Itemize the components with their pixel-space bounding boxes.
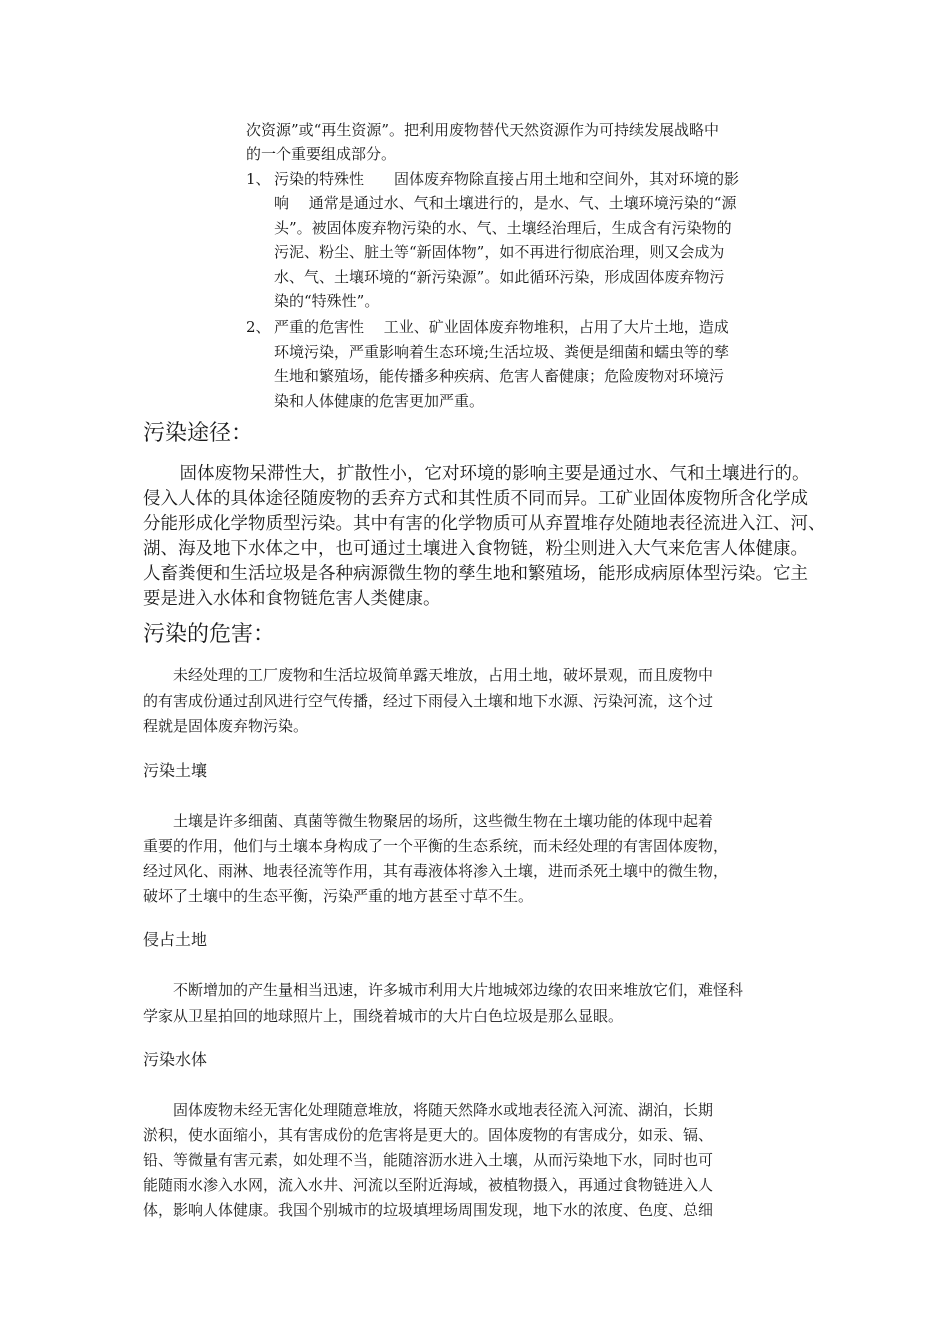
water-paragraph-line: 淤积，使水面缩小，其有害成份的危害将是更大的。固体废物的有害成分，如汞、镉、 <box>143 1126 714 1144</box>
section-heading-water: 污染水体 <box>143 1050 208 1069</box>
pathway-paragraph-line: 分能形成化学物质型污染。其中有害的化学物质可从弃置堆存处随地表径流进入江、河、 <box>143 514 826 534</box>
land-paragraph-line: 学家从卫星拍回的地球照片上，围绕着城市的大片白色垃圾是那么显眼。 <box>143 1007 624 1025</box>
list-item-line: 环境污染，严重影响着生态环境;生活垃圾、粪便是细菌和蠕虫等的孳 <box>274 343 730 361</box>
list-item-line: 污染的特殊性 固体废弃物除直接占用土地和空间外，其对环境的影 <box>274 170 740 188</box>
pathway-paragraph-line: 侵入人体的具体途径随废物的丢弃方式和其性质不同而异。工矿业固体废物所含化学成 <box>143 489 808 509</box>
intro-line: 次资源”或“再生资源”。把利用废物替代天然资源作为可持续发展战略中 <box>246 121 720 139</box>
pathway-paragraph-line: 人畜粪便和生活垃圾是各种病源微生物的孳生地和繁殖场，能形成病原体型污染。它主 <box>143 564 808 584</box>
list-item-line: 生地和繁殖场，能传播多种疾病、危害人畜健康；危险废物对环境污 <box>274 367 725 385</box>
soil-paragraph-line: 土壤是许多细菌、真菌等微生物聚居的场所，这些微生物在土壤功能的体现中起着 <box>143 812 714 830</box>
harm-paragraph-line: 程就是固体废弃物污染。 <box>143 717 309 735</box>
pathway-paragraph-line: 固体废物呆滞性大，扩散性小，它对环境的影响主要是通过水、气和土壤进行的。 <box>162 464 810 484</box>
pathway-paragraph-line: 湖、海及地下水体之中，也可通过土壤进入食物链，粉尘则进入大气来危害人体健康。 <box>143 539 808 559</box>
soil-paragraph-line: 经过风化、雨淋、地表径流等作用，其有毒液体将渗入土壤，进而杀死土壤中的微生物， <box>143 862 729 880</box>
list-number: 2、 <box>246 318 271 336</box>
list-item-line: 水、气、土壤环境的“新污染源”。如此循环污染，形成固体废弃物污 <box>274 268 725 286</box>
land-paragraph-line: 不断增加的产生量相当迅速，许多城市利用大片地城郊边缘的农田来堆放它们，难怪科 <box>143 981 744 999</box>
harm-paragraph-line: 未经处理的工厂废物和生活垃圾简单露天堆放，占用土地，破坏景观，而且废物中 <box>143 666 714 684</box>
section-heading-pathway: 污染途径： <box>143 421 254 446</box>
list-item-line: 染和人体健康的危害更加严重。 <box>274 392 485 410</box>
list-number: 1、 <box>246 170 271 188</box>
water-paragraph-line: 体，影响人体健康。我国个别城市的垃圾填埋场周围发现，地下水的浓度、色度、总细 <box>143 1201 714 1219</box>
water-paragraph-line: 铅、等微量有害元素，如处理不当，能随溶沥水进入土壤，从而污染地下水，同时也可 <box>143 1151 714 1169</box>
list-item-line: 响 通常是通过水、气和土壤进行的，是水、气、土壤环境污染的“源 <box>274 194 737 212</box>
intro-line: 的一个重要组成部分。 <box>246 145 397 163</box>
harm-paragraph-line: 的有害成份通过刮风进行空气传播，经过下雨侵入土壤和地下水源、污染河流，这个过 <box>143 692 714 710</box>
list-item-line: 染的“特殊性”。 <box>274 292 380 310</box>
water-paragraph-line: 能随雨水渗入水网，流入水井、河流以至附近海域，被植物摄入，再通过食物链进入人 <box>143 1176 714 1194</box>
soil-paragraph-line: 破坏了土壤中的生态平衡，污染严重的地方甚至寸草不生。 <box>143 887 534 905</box>
water-paragraph-line: 固体废物未经无害化处理随意堆放，将随天然降水或地表径流入河流、湖泊，长期 <box>143 1101 714 1119</box>
list-item-line: 污泥、粉尘、脏土等“新固体物”，如不再进行彻底治理，则又会成为 <box>274 243 725 261</box>
section-heading-soil: 污染土壤 <box>143 761 208 780</box>
soil-paragraph-line: 重要的作用，他们与土壤本身构成了一个平衡的生态系统，而未经处理的有害固体废物， <box>143 837 729 855</box>
section-heading-harm: 污染的危害： <box>143 622 276 647</box>
section-heading-land: 侵占土地 <box>143 930 208 949</box>
pathway-paragraph-line: 要是进入水体和食物链危害人类健康。 <box>143 589 441 609</box>
list-item-line: 头”。被固体废弃物污染的水、气、土壤经治理后，生成含有污染物的 <box>274 219 732 237</box>
list-item-line: 严重的危害性 工业、矿业固体废弃物堆积，占用了大片土地，造成 <box>274 318 729 336</box>
